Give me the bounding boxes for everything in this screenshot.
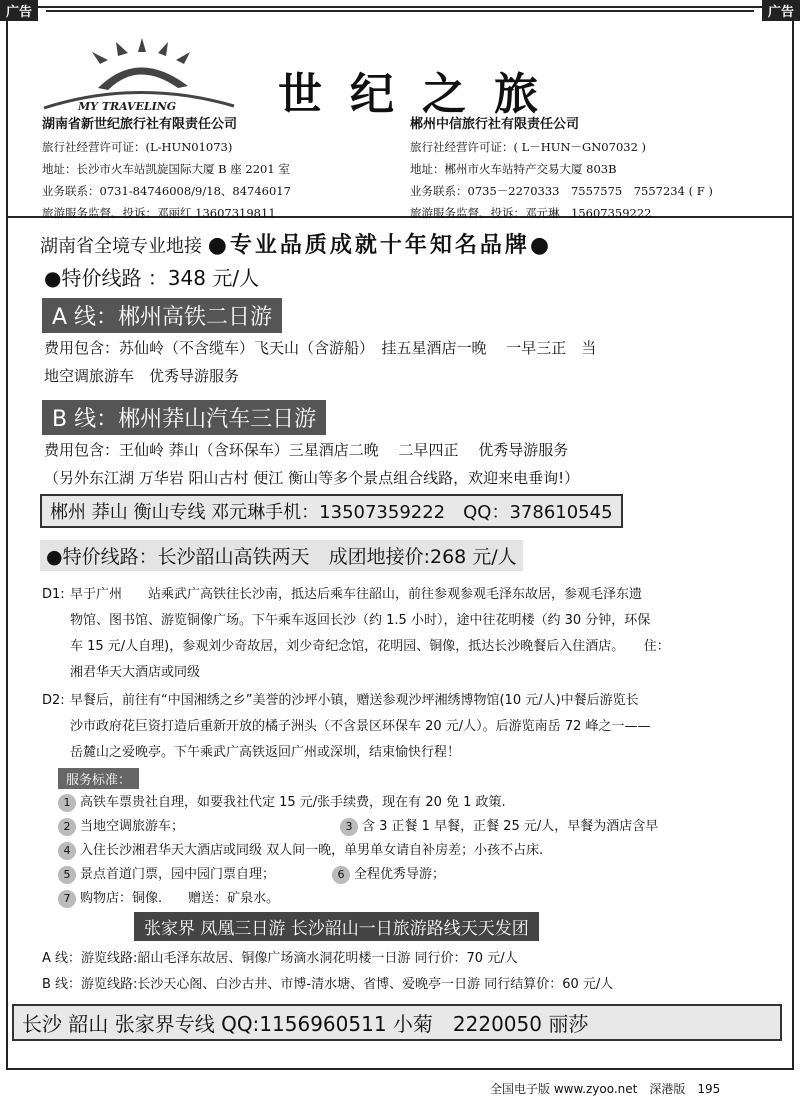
ad-tag-right: 广告 <box>762 0 800 21</box>
agency-left <box>42 114 291 224</box>
agency-right-name: 郴州中信旅行社有限责任公司 <box>410 117 580 132</box>
agency-left-complaint: 旅游服务监督、投诉：邓丽红 13607319811 <box>42 206 276 220</box>
slogan-right: ●专业品质成就十年知名品牌● <box>207 233 553 258</box>
agency-left-address: 地址：长沙市火车站凯旋国际大厦 B 座 2201 室 <box>42 162 290 176</box>
line-b-row2: （另外东江湖 万华岩 阳山古村 便江 衡山等多个景点组合线路，欢迎来电垂询!） <box>44 469 580 487</box>
service-item-4: 4 入住长沙湘君华天大酒店或同级 双人间一晚，单男单女请自补房差；小孩不占床. <box>58 840 543 862</box>
number-badge-icon: 4 <box>58 842 76 860</box>
slogan <box>40 228 552 259</box>
number-badge-icon: 6 <box>332 866 350 884</box>
slogan-left: 湖南省全境专业地接 <box>40 236 202 257</box>
zjj-line-b: B 线：游览线路:长沙天心阁、白沙古井、市博-清水塘、省博、爱晚亭一日游 同行结算价：60 元/人 <box>42 977 614 992</box>
d2-line-2: 沙市政府花巨资打造后重新开放的橘子洲头（不含景区环保车 20 元/人）。后游览南岳 72 峰之一—— <box>70 719 651 734</box>
price-line-2: ●特价线路：长沙韶山高铁两天 成团地接价:268 元/人 <box>40 540 523 571</box>
line-b-title: B 线：郴州莽山汽车三日游 <box>42 400 326 435</box>
number-badge-icon: 2 <box>58 818 76 836</box>
line-b-row1: 费用包含：王仙岭 莽山（含环保车）三星酒店二晚 二早四正 优秀导游服务 <box>44 441 569 459</box>
d2-line-3: 岳麓山之爱晚亭。下午乘武广高铁返回广州或深圳，结束愉快行程！ <box>70 745 461 760</box>
d1-label: D1: <box>42 587 65 602</box>
zjj-band: 张家界 凤凰三日游 长沙韶山一日旅游路线天天发团 <box>134 912 539 941</box>
contact-box-1: 郴州 莽山 衡山专线 邓元琳手机：13507359222 QQ：378610545 <box>40 494 623 528</box>
service-item-6: 6 全程优秀导游； <box>332 864 445 886</box>
zjj-line-a: A 线：游览线路:韶山毛泽东故居、铜像广场滴水洞花明楼一日游 同行价：70 元/人 <box>42 951 518 966</box>
agency-right <box>410 114 713 224</box>
line-a-row2: 地空调旅游车 优秀导游服务 <box>44 367 240 385</box>
service-label: 服务标准： <box>58 768 139 789</box>
line-a-title: A 线：郴州高铁二日游 <box>42 298 282 333</box>
line-a-row1: 费用包含：苏仙岭（不含缆车）飞天山（含游船） 挂五星酒店一晚 一早三正 当 <box>44 339 597 357</box>
contact-box-2: 长沙 韶山 张家界专线 QQ:1156960511 小菊 2220050 丽莎 <box>12 1004 782 1041</box>
ad-tag-left: 广告 <box>0 0 38 21</box>
d1-line-2: 物馆、图书馆、游览铜像广场。下午乘车返回长沙（约 1.5 小时），途中往花明楼（约 30 分钟，环保 <box>70 613 651 628</box>
agency-right-license: 旅行社经营许可证：( L－HUN－GN07032 ) <box>410 140 647 154</box>
service-item-3: 3 含 3 正餐 1 早餐，正餐 25 元/人，早餐为酒店含早 <box>340 816 658 838</box>
price-line-1: ●特价线路 ：348 元/人 <box>44 266 260 290</box>
sun-logo-icon <box>38 38 238 118</box>
agency-right-contact: 业务联系：0735－2270333 7557575 7557234 ( F ) <box>410 184 713 198</box>
d1-line-1: 早于广州 站乘武广高铁往长沙南，抵达后乘车往韶山，前往参观参观毛泽东故居，参观毛泽东遗 <box>70 587 643 602</box>
agency-left-license: 旅行社经营许可证：(L-HUN01073) <box>42 140 233 154</box>
agency-left-name: 湖南省新世纪旅行社有限责任公司 <box>42 117 238 132</box>
agency-right-address: 地址：郴州市火车站特产交易大厦 803B <box>410 162 617 176</box>
agency-left-contact: 业务联系：0731-84746008/9/18、84746017 <box>42 184 291 198</box>
number-badge-icon: 1 <box>58 794 76 812</box>
service-item-7: 7 购物店：铜像. 赠送：矿泉水。 <box>58 888 279 910</box>
d2-line-1: 早餐后，前往有“中国湘绣之乡”美誉的沙坪小镇，赠送参观沙坪湘绣博物馆(10 元/人)中餐后游览长 <box>70 693 639 708</box>
header <box>8 18 792 218</box>
d2-label: D2: <box>42 693 65 708</box>
footer: 全国电子版 www.zyoo.net 深港版 195 <box>490 1082 721 1096</box>
page-title: 世纪之旅 <box>278 69 566 120</box>
d1-line-3: 车 15 元/人自理)，参观刘少奇故居，刘少奇纪念馆，花明园、铜像，抵达长沙晚餐后入住酒店。 住： <box>70 639 670 654</box>
agency-right-complaint: 旅游服务监督、投诉：邓元琳 15607359222 <box>410 206 652 220</box>
number-badge-icon: 5 <box>58 866 76 884</box>
number-badge-icon: 7 <box>58 890 76 908</box>
service-item-2: 2 当地空调旅游车； <box>58 816 184 838</box>
service-item-1: 1 高铁车票贵社自理，如要我社代定 15 元/张手续费，现在有 20 免 1 政策. <box>58 792 506 814</box>
number-badge-icon: 3 <box>340 818 358 836</box>
logo-text: MY TRAVELING <box>78 100 177 113</box>
service-item-5: 5 景点首道门票，园中园门票自理； <box>58 864 275 886</box>
d1-line-4: 湘君华天大酒店或同级 <box>70 665 201 680</box>
